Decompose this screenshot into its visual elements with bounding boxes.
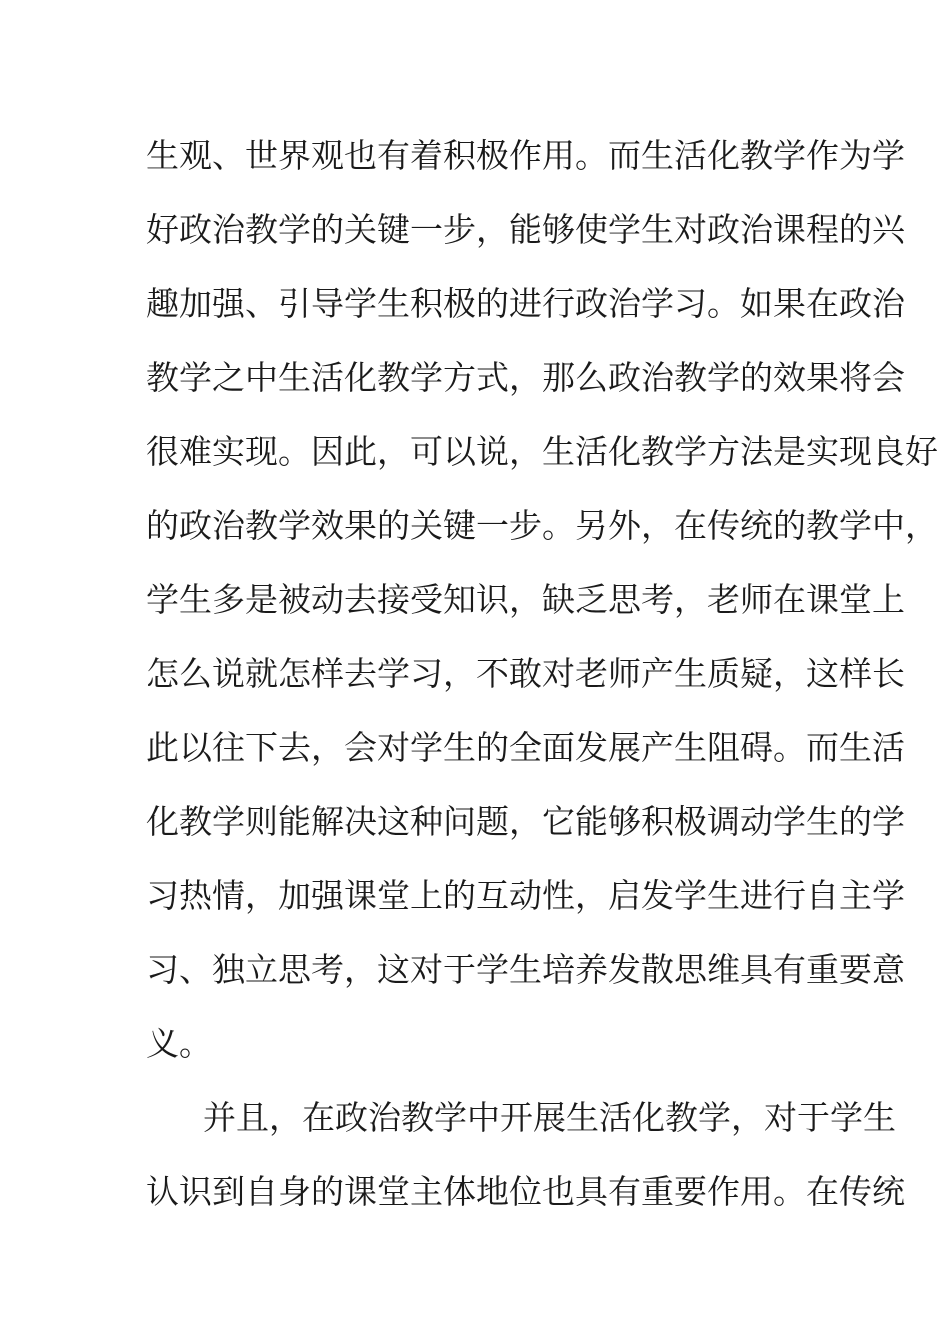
text-line: 怎么说就怎样去学习，不敢对老师产生质疑，这样长 <box>146 654 905 693</box>
text-line: 趣加强、引导学生积极的进行政治学习。如果在政治 <box>146 284 905 323</box>
text-line: 的政治教学效果的关键一步。另外，在传统的教学中， <box>146 506 938 545</box>
text-line: 好政治教学的关键一步，能够使学生对政治课程的兴 <box>146 210 905 249</box>
text-line: 习热情，加强课堂上的互动性，启发学生进行自主学 <box>146 876 905 915</box>
body-text <box>146 119 938 1229</box>
text-line: 化教学则能解决这种问题，它能够积极调动学生的学 <box>146 802 905 841</box>
text-line: 很难实现。因此，可以说，生活化教学方法是实现良好 <box>146 432 938 471</box>
text-line: 此以往下去，会对学生的全面发展产生阻碍。而生活 <box>146 728 905 767</box>
text-line: 教学之中生活化教学方式，那么政治教学的效果将会 <box>146 358 905 397</box>
text-line: 习、独立思考，这对于学生培养发散思维具有重要意 <box>146 950 905 989</box>
text-line: 生观、世界观也有着积极作用。而生活化教学作为学 <box>146 136 905 175</box>
text-line: 认识到自身的课堂主体地位也具有重要作用。在传统 <box>146 1172 905 1211</box>
text-line: 学生多是被动去接受知识，缺乏思考，老师在课堂上 <box>146 580 905 619</box>
paragraph-end-line: 义。 <box>146 1024 212 1063</box>
paragraph-start-line: 并且，在政治教学中开展生活化教学，对于学生 <box>203 1098 896 1137</box>
